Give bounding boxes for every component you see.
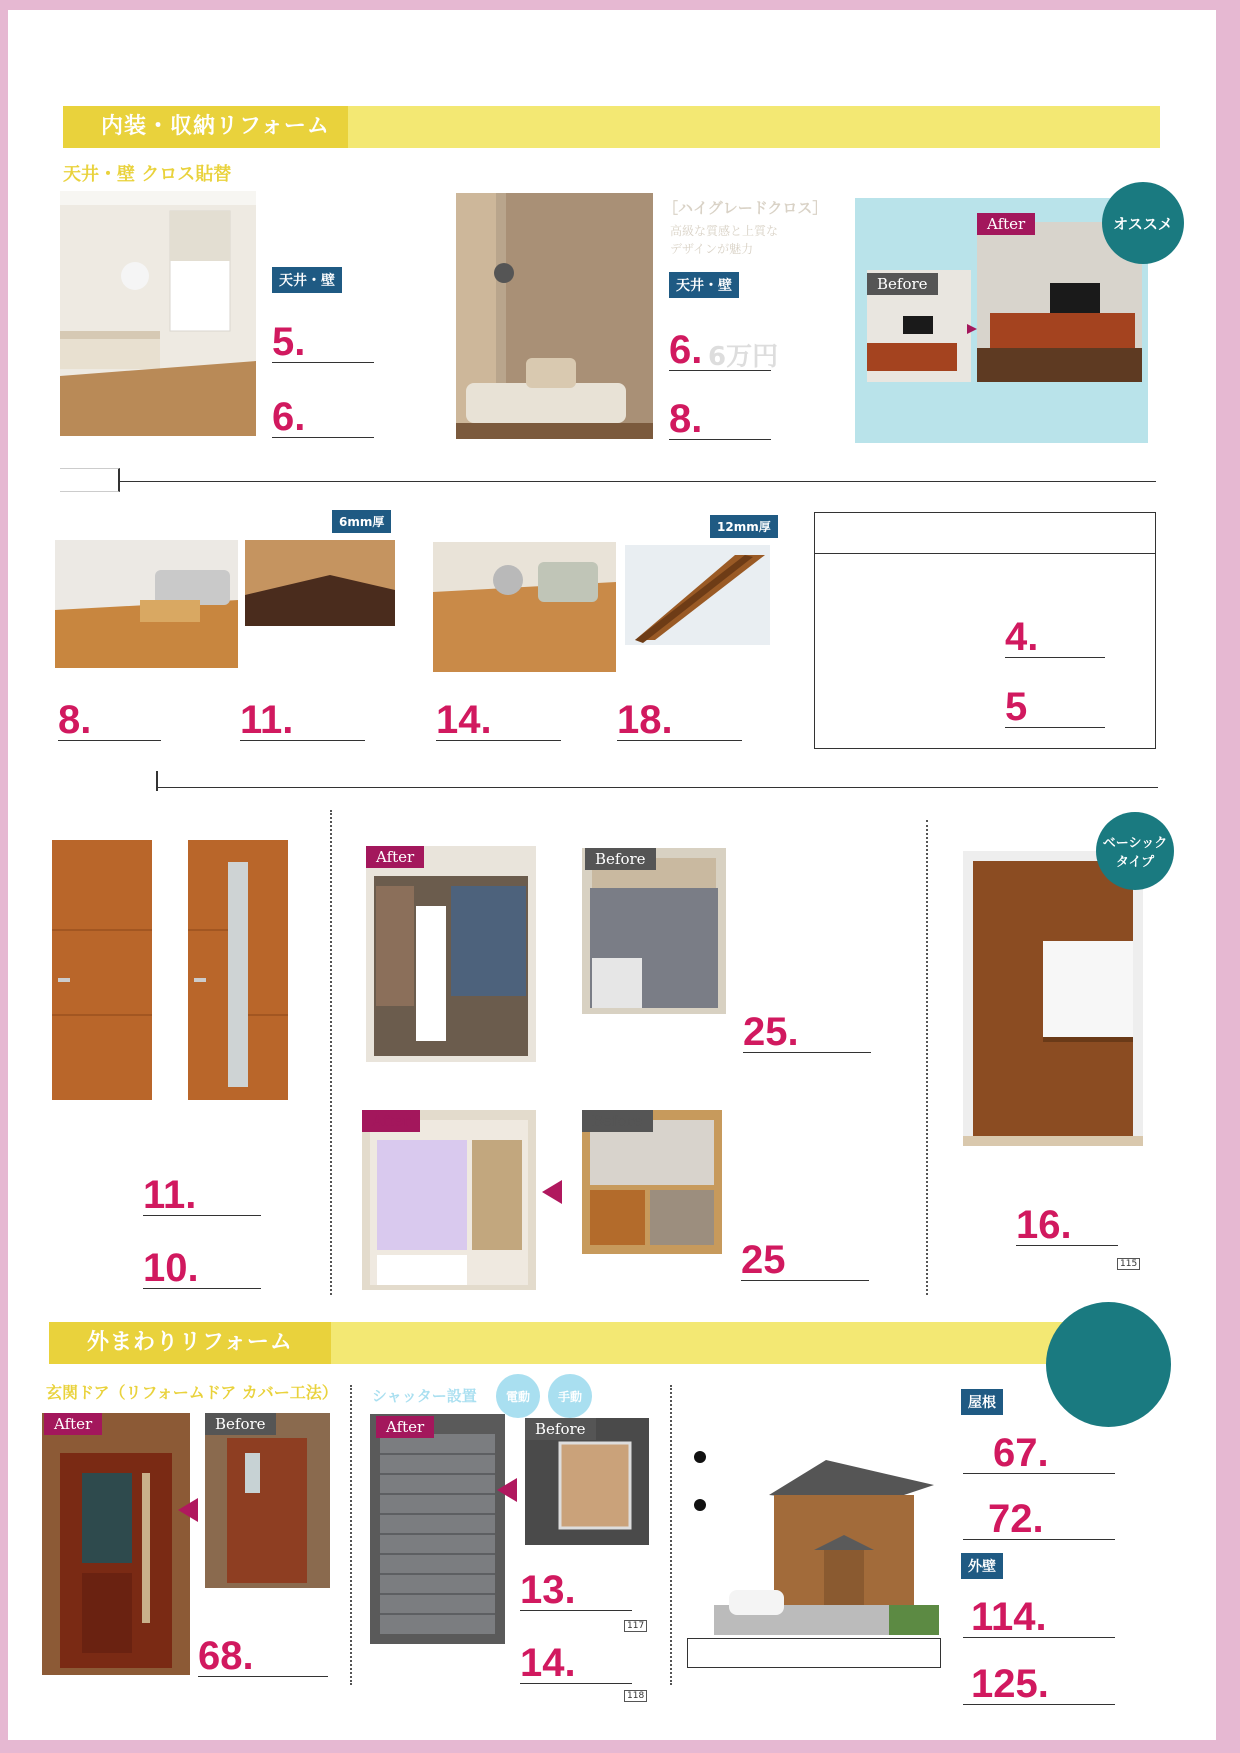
- exterior-section-title: 外まわりリフォーム: [49, 1322, 331, 1364]
- highgrade-desc-2: デザインが魅力: [670, 242, 754, 256]
- basic-type-badge-line2: タイプ: [1115, 855, 1155, 870]
- highgrade-desc-1: 高級な質感と上質な: [670, 224, 779, 238]
- entrance-arrow-icon: [178, 1498, 198, 1522]
- exterior-section-band: [49, 1322, 1079, 1364]
- cloth-price-2a-ghost: 6万円: [708, 342, 779, 372]
- exterior-divider-left: [350, 1385, 352, 1685]
- flooring-price-b: 11.: [240, 700, 365, 741]
- shutter-arrow-icon: [497, 1478, 517, 1502]
- room-photo-1: [60, 191, 256, 436]
- paint-bullet-1: [694, 1451, 706, 1463]
- flooring-divider: [120, 481, 1156, 482]
- door-price-b: 10.: [143, 1248, 261, 1289]
- entrance-after-label: After: [44, 1413, 102, 1435]
- basic-type-badge: [1096, 812, 1174, 890]
- cloth-tag-2: 天井・壁: [669, 272, 739, 298]
- closet-before-photo-1: [582, 848, 726, 1014]
- recommend-badge: オススメ: [1102, 182, 1184, 264]
- paint-badge: [1046, 1302, 1171, 1427]
- flooring-photo-2: [433, 542, 616, 672]
- flooring-heading-bracket: [60, 468, 120, 492]
- closet-after-photo-2: [362, 1110, 536, 1290]
- flooring-price-d: 18.: [617, 700, 742, 741]
- roof-tag: 屋根: [961, 1389, 1003, 1415]
- door-price-a: 11.: [143, 1175, 261, 1216]
- roof-price-b: 72.: [963, 1499, 1115, 1540]
- closet-after-label-1: After: [366, 846, 424, 868]
- closet-after-photo-1: [366, 846, 536, 1062]
- storage-divider: [158, 787, 1158, 788]
- cloth-price-2b: 8.: [669, 399, 771, 440]
- entrance-before-label: Before: [205, 1413, 276, 1435]
- shoebox-photo: [963, 851, 1143, 1146]
- shutter-badge-manual: 手動: [548, 1374, 592, 1418]
- shutter-price-a: 13.: [520, 1570, 632, 1611]
- flooring-price-a: 8.: [58, 700, 161, 741]
- entrance-after-photo: [42, 1413, 190, 1675]
- paint-bullet-2: [694, 1499, 706, 1511]
- wall-price-a: 114.: [963, 1597, 1115, 1638]
- shutter-price-b: 14.: [520, 1643, 632, 1684]
- closet-before-label-2: Before: [582, 1110, 653, 1132]
- cloth-subtitle: 天井・壁 クロス貼替: [63, 164, 232, 185]
- storage-divider-right: [926, 820, 928, 1295]
- flooring-price-c: 14.: [436, 700, 561, 741]
- roof-price-a: 67.: [963, 1433, 1115, 1474]
- storage-heading-bracket: [60, 771, 158, 791]
- interior-door-1: [52, 840, 152, 1100]
- shutter-after-label: After: [376, 1416, 434, 1438]
- closet-price-b: 25: [741, 1240, 869, 1281]
- interior-section-title: 内装・収納リフォーム: [63, 106, 348, 148]
- exterior-divider-right: [670, 1385, 672, 1685]
- flooring-info-box-header: [815, 553, 1155, 554]
- entrance-price: 68.: [198, 1636, 328, 1677]
- flooring-thickness-2: 12mm厚: [710, 515, 778, 538]
- shutter-before-label: Before: [525, 1418, 596, 1440]
- cloth-price-1a: 5.: [272, 322, 374, 363]
- cloth-price-2a: 6.: [669, 330, 771, 371]
- recommend-after-label: After: [977, 213, 1035, 235]
- flooring-sample-1: [245, 540, 395, 626]
- closet-after-label-2: After: [362, 1110, 420, 1132]
- flooring-photo-1: [55, 540, 238, 668]
- basic-type-badge-line1: ベーシック: [1102, 836, 1168, 851]
- flooring-box-price-1: 4.: [1005, 617, 1105, 658]
- wall-price-b: 125.: [963, 1664, 1115, 1705]
- shutter-page-ref-a: 117: [624, 1620, 647, 1632]
- house-caption-box: [687, 1638, 941, 1668]
- room-photo-2: [456, 193, 653, 439]
- entrance-door-subtitle: 玄関ドア（リフォームドア カバー工法）: [46, 1383, 338, 1402]
- storage-divider-left: [330, 810, 332, 1295]
- shutter-badge-electric: 電動: [496, 1374, 540, 1418]
- flooring-box-price-2: 5: [1005, 687, 1105, 728]
- closet-price-a: 25.: [743, 1012, 871, 1053]
- cloth-tag-1: 天井・壁: [272, 267, 342, 293]
- flooring-sample-2: [625, 545, 770, 645]
- highgrade-title: ［ハイグレードクロス］: [663, 199, 828, 217]
- shutter-subtitle: シャッター設置: [372, 1387, 477, 1405]
- closet-before-label-1: Before: [585, 848, 656, 870]
- shoebox-price: 16.: [1016, 1205, 1118, 1246]
- interior-door-2: [188, 840, 288, 1100]
- wall-tag: 外壁: [961, 1553, 1003, 1579]
- entrance-before-photo: [205, 1413, 330, 1588]
- interior-section-band: [63, 106, 1160, 148]
- cloth-price-1b: 6.: [272, 397, 374, 438]
- recommend-before-label: Before: [867, 273, 938, 295]
- shoebox-page-ref: 115: [1117, 1258, 1140, 1270]
- shutter-page-ref-b: 118: [624, 1690, 647, 1702]
- shutter-after-photo: [370, 1414, 505, 1644]
- closet-arrow-icon: [542, 1180, 562, 1204]
- house-photo: [714, 1455, 939, 1635]
- flooring-thickness-1: 6mm厚: [332, 510, 391, 533]
